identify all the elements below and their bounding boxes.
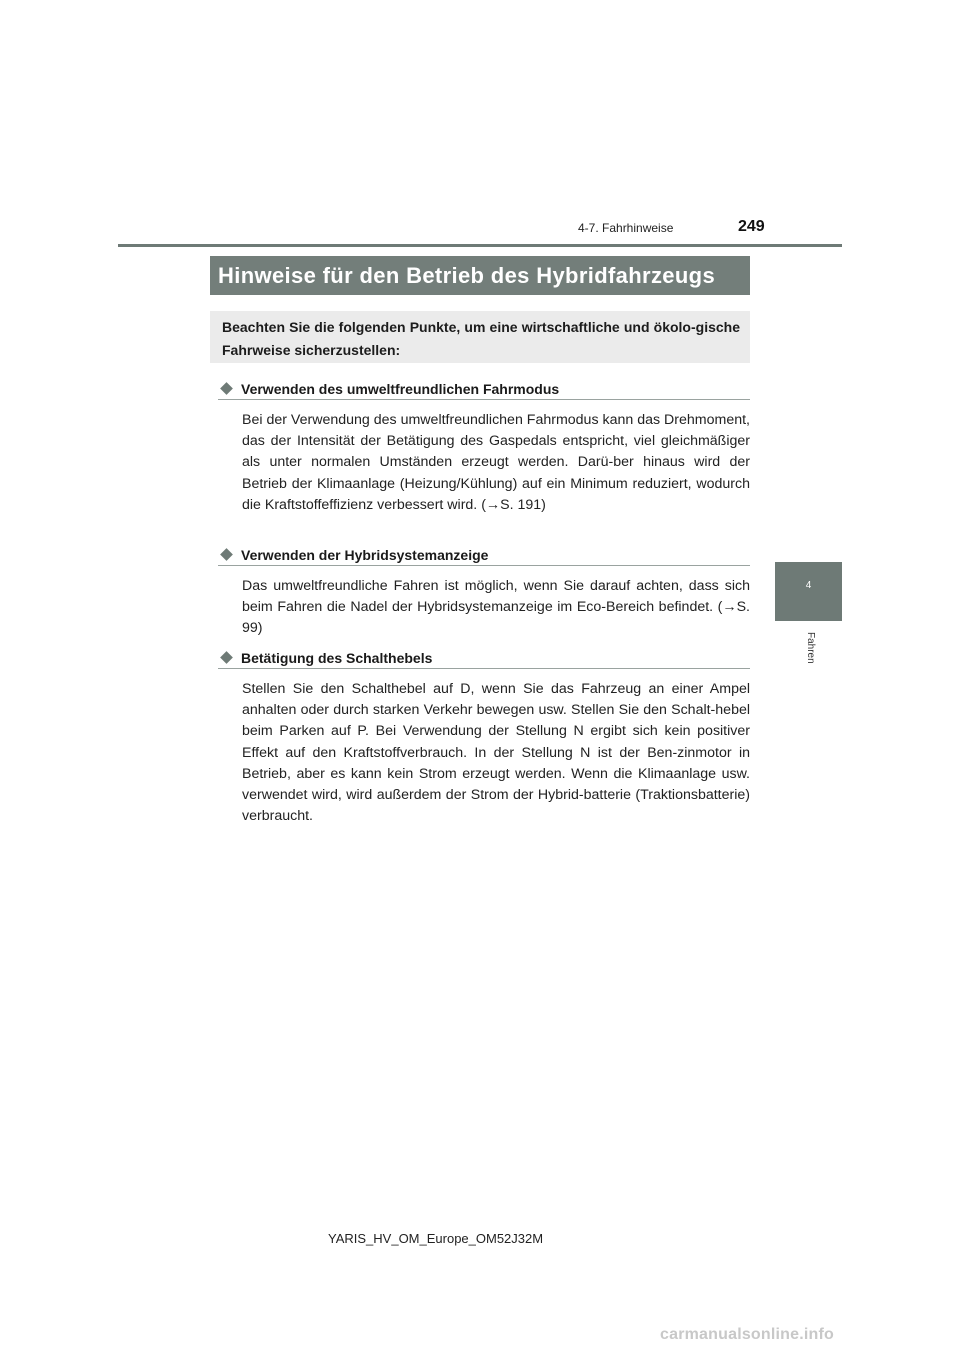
chapter-tab: 4 (775, 562, 842, 621)
header-section-title: 4-7. Fahrhinweise (578, 221, 674, 235)
diamond-icon (220, 382, 233, 395)
intro-box: Beachten Sie die folgenden Punkte, um eine wirtschaftliche und ökolo-gische Fahrweise sicherzustellen: (210, 311, 750, 363)
page-number: 249 (738, 218, 765, 235)
section-hybrid-indicator (218, 544, 750, 640)
section-heading-text: Verwenden des umweltfreundlichen Fahrmodus (241, 380, 560, 397)
section-body: Das umweltfreundliche Fahren ist möglich, wenn Sie darauf achten, dass sich beim Fahren die Nadel der Hybridsystemanzeige im Eco-Bereich befindet. (→S. 99) (242, 578, 750, 637)
section-body: Stellen Sie den Schalthebel auf D, wenn Sie das Fahrzeug an einer Ampel anhalten oder durch starken Verkehr bewegen usw. Stellen Sie den Schalt-hebel beim Parken auf P. Bei Verwendung der Stellung N ergibt sich kein positiver Effekt auf den Kraftstoffverbrauch. In der Stellung N ist der Ben-zinmotor in Betrieb, aber es kann kein Strom erzeugt werden. Wenn die Klimaanlage usw. verwendet wird, wird außerdem der Strom der Hybrid-batterie (Traktionsbatterie) verbraucht. (242, 681, 750, 825)
watermark: carmanualsonline.info (660, 1326, 835, 1343)
footer-code: YARIS_HV_OM_Europe_OM52J32M (328, 1231, 544, 1246)
section-heading (218, 544, 750, 566)
section-heading (218, 378, 750, 400)
section-shift-lever (218, 647, 750, 827)
section-heading-text: Verwenden der Hybridsystemanzeige (241, 546, 489, 563)
diamond-icon (220, 548, 233, 561)
section-body: Bei der Verwendung des umweltfreundlichen Fahrmodus kann das Drehmoment, das der Intensität der Betätigung des Gaspedals entspricht, viel gleichmäßiger als unter normalen Umständen erzeugt werden. Darü-ber hinaus wird der Betrieb der Klimaanlage (Heizung/Kühlung) auf ein Minimum reduziert, wodurch die Kraftstoffeffizienz verbessert wird. (→S. 191) (242, 412, 750, 513)
page-title: Hinweise für den Betrieb des Hybridfahrzeugs (210, 256, 750, 295)
section-heading (218, 647, 750, 669)
section-eco-mode (218, 378, 750, 516)
header-rule (118, 244, 842, 247)
chapter-label: Fahren (805, 632, 816, 664)
section-heading-text: Betätigung des Schalthebels (241, 649, 433, 666)
diamond-icon (220, 651, 233, 664)
